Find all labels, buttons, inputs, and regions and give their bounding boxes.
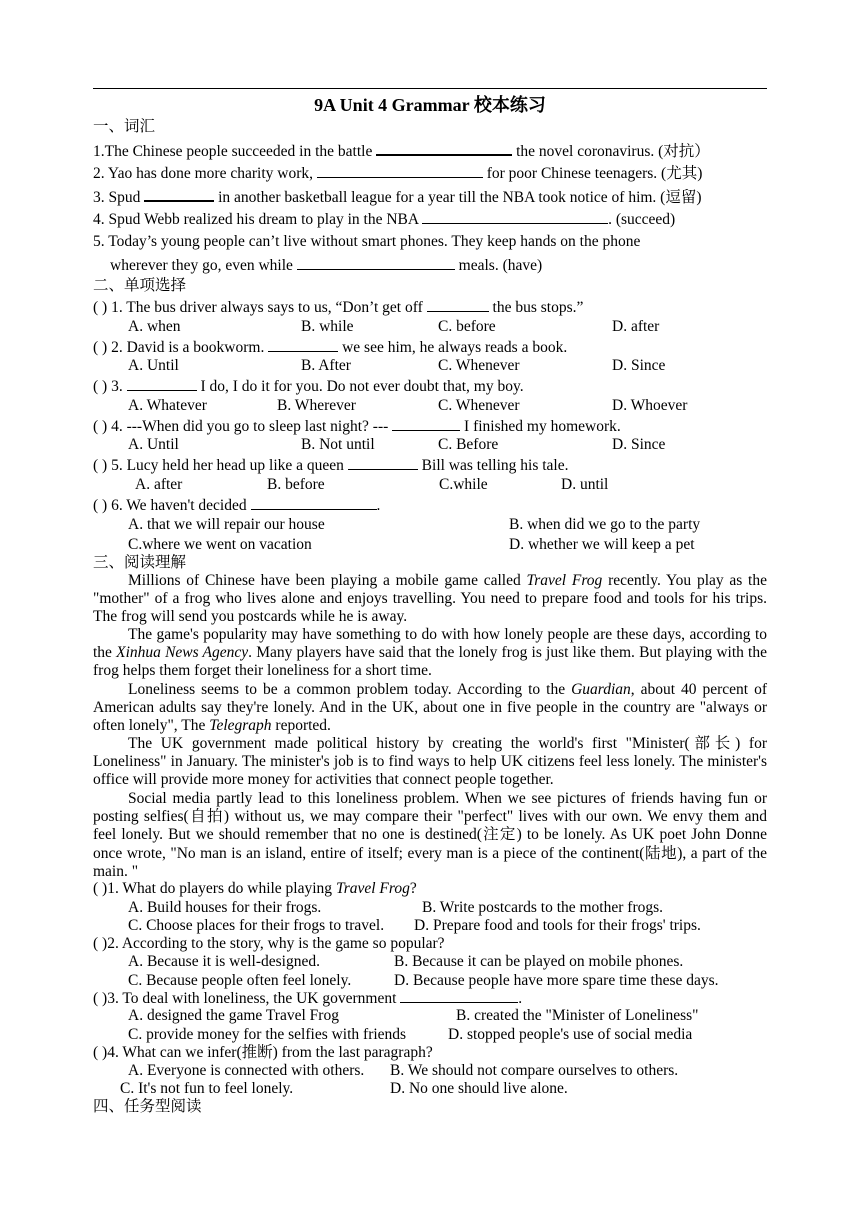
- mc-option: B. when did we go to the party: [509, 516, 701, 533]
- rc-option: C. Because people often feel lonely.: [128, 972, 352, 989]
- answer-blank: [268, 337, 338, 352]
- mc-question-1: ( ) 1. The bus driver always says to us, “Don’t get off the bus stops.”: [93, 299, 584, 316]
- mc-option: D. whether we will keep a pet: [509, 536, 695, 553]
- answer-blank: [127, 376, 197, 391]
- vocab-item-3: 3. Spud in another basketball league for a year till the NBA took notice of him. (逗留): [93, 186, 702, 208]
- mc-option: A. that we will repair our house: [128, 516, 325, 533]
- rc-option: B. Because it can be played on mobile phones.: [394, 953, 684, 970]
- rc-option: C. provide money for the selfies with friends: [128, 1026, 407, 1043]
- mc-question-2: ( ) 2. David is a bookworm. we see him, he always reads a book.: [93, 339, 568, 356]
- rc-option: D. No one should live alone.: [390, 1080, 568, 1097]
- answer-blank: [427, 297, 489, 312]
- rc-option: B. created the "Minister of Loneliness": [456, 1007, 699, 1024]
- section-heading-vocab: 一、词汇: [93, 118, 156, 135]
- vocab-item-2: 2. Yao has done more charity work, for poor Chinese teenagers. (尤其): [93, 165, 703, 182]
- mc-option: A. Until: [128, 357, 179, 374]
- mc-option: C. before: [438, 318, 496, 335]
- vocab-item-1: 1.The Chinese people succeeded in the battle the novel coronavirus. (对抗）: [93, 140, 710, 162]
- mc-option: A. after: [135, 476, 183, 493]
- answer-paren[interactable]: ( ): [93, 299, 108, 316]
- answer-blank: [348, 455, 418, 470]
- rc-option: C. It's not fun to feel lonely.: [120, 1080, 294, 1097]
- rc-question-1: ( )1. What do players do while playing Travel Frog?: [93, 880, 417, 897]
- mc-option: D. Since: [612, 357, 666, 374]
- passage-paragraph-1: Millions of Chinese have been playing a mobile game called Travel Frog recently. You play as the "mother" of a frog who lives alone and enjoys travelling. You need to prepare food and tools for his trips. The frog will send you postcards while he is away.: [93, 572, 767, 626]
- rc-option: C. Choose places for their frogs to travel.: [128, 917, 385, 934]
- answer-paren[interactable]: ( ): [93, 418, 108, 435]
- rc-option: A. Everyone is connected with others.: [128, 1062, 365, 1079]
- answer-paren[interactable]: ( ): [93, 378, 108, 395]
- answer-paren[interactable]: ( ): [93, 497, 108, 514]
- rc-question-4: ( )4. What can we infer(推断) from the last paragraph?: [93, 1044, 433, 1061]
- answer-blank: [392, 416, 460, 431]
- passage-paragraph-4: The UK government made political history by creating the world's first "Minister(部长) for Loneliness" in January. The minister's job is to find ways to help UK citizens feel less lonely. The minister's office will provide more money for activities that connect people together.: [93, 735, 767, 789]
- mc-option: D. Since: [612, 436, 666, 453]
- answer-blank[interactable]: [144, 186, 214, 202]
- mc-option: D. until: [561, 476, 609, 493]
- answer-paren[interactable]: ( ): [93, 339, 108, 356]
- mc-question-4: ( ) 4. ---When did you go to sleep last night? --- I finished my homework.: [93, 418, 621, 435]
- mc-option: C.where we went on vacation: [128, 536, 312, 553]
- rc-option: D. Because people have more spare time these days.: [394, 972, 719, 989]
- answer-paren[interactable]: ( ): [93, 457, 108, 474]
- rc-option: D. stopped people's use of social media: [448, 1026, 693, 1043]
- mc-question-3: ( ) 3. I do, I do it for you. Do not ever doubt that, my boy.: [93, 378, 524, 395]
- rc-option: B. Write postcards to the mother frogs.: [422, 899, 664, 916]
- rc-question-2: ( )2. According to the story, why is the game so popular?: [93, 935, 445, 952]
- mc-option: D. after: [612, 318, 660, 335]
- answer-paren[interactable]: ( ): [93, 990, 108, 1007]
- mc-option: C. Whenever: [438, 397, 520, 414]
- worksheet-title: 9A Unit 4 Grammar 校本练习: [314, 95, 546, 115]
- vocab-item-5-cont: wherever they go, even while meals. (have): [110, 257, 543, 274]
- mc-option: B. Wherever: [277, 397, 356, 414]
- mc-option: B. while: [301, 318, 354, 335]
- mc-option: A. when: [128, 318, 181, 335]
- mc-option: C. Whenever: [438, 357, 520, 374]
- rc-option: A. designed the game Travel Frog: [128, 1007, 339, 1024]
- section-heading-reading: 三、阅读理解: [93, 554, 187, 571]
- mc-option: B. After: [301, 357, 351, 374]
- mc-question-6: ( ) 6. We haven't decided .: [93, 497, 381, 514]
- rc-option: A. Build houses for their frogs.: [128, 899, 322, 916]
- mc-option: A. Whatever: [128, 397, 207, 414]
- answer-blank: [251, 495, 377, 510]
- passage-paragraph-2: The game's popularity may have something to do with how lonely people are these days, according to the Xinhua News Agency. Many players have said that the lonely frog is just like them. But playing with the frog helps them forget their loneliness for a short time.: [93, 626, 767, 680]
- vocab-item-4: 4. Spud Webb realized his dream to play in the NBA . (succeed): [93, 211, 676, 228]
- top-rule: [93, 88, 767, 89]
- answer-blank[interactable]: [317, 163, 483, 178]
- mc-option: B. Not until: [301, 436, 375, 453]
- answer-blank[interactable]: [297, 255, 455, 270]
- mc-question-5: ( ) 5. Lucy held her head up like a queen Bill was telling his tale.: [93, 457, 569, 474]
- section-heading-task-reading: 四、任务型阅读: [93, 1098, 202, 1115]
- mc-option: D. Whoever: [612, 397, 688, 414]
- passage-paragraph-3: Loneliness seems to be a common problem today. According to the Guardian, about 40 percent of American adults say they're lonely. And in the UK, about one in five people in the country are "always or often lonely", The Telegraph reported.: [93, 681, 767, 735]
- mc-option: B. before: [267, 476, 325, 493]
- rc-question-3: ( )3. To deal with loneliness, the UK government .: [93, 990, 523, 1007]
- mc-option: C.while: [439, 476, 488, 493]
- answer-paren[interactable]: ( ): [93, 880, 108, 897]
- rc-option: D. Prepare food and tools for their frogs' trips.: [414, 917, 701, 934]
- rc-option: A. Because it is well-designed.: [128, 953, 320, 970]
- mc-option: A. Until: [128, 436, 179, 453]
- answer-blank: [400, 988, 518, 1003]
- section-heading-mc: 二、单项选择: [93, 277, 187, 294]
- answer-blank[interactable]: [422, 209, 608, 224]
- answer-paren[interactable]: ( ): [93, 1044, 108, 1061]
- vocab-item-5: 5. Today’s young people can’t live without smart phones. They keep hands on the phone: [93, 233, 641, 250]
- answer-paren[interactable]: ( ): [93, 935, 108, 952]
- rc-option: B. We should not compare ourselves to others.: [390, 1062, 679, 1079]
- mc-option: C. Before: [438, 436, 499, 453]
- passage-paragraph-5: Social media partly lead to this loneliness problem. When we see pictures of friends having fun or posting selfies(自拍) without us, we may compare their "perfect" lives with our own. We envy them and feel lonely. But we should remember that no one is destined(注定) to be lonely. As UK poet John Donne once wrote, "No man is an island, entire of itself; every man is a piece of the continent(陆地), a part of the main. ": [93, 790, 767, 880]
- answer-blank[interactable]: [376, 140, 512, 156]
